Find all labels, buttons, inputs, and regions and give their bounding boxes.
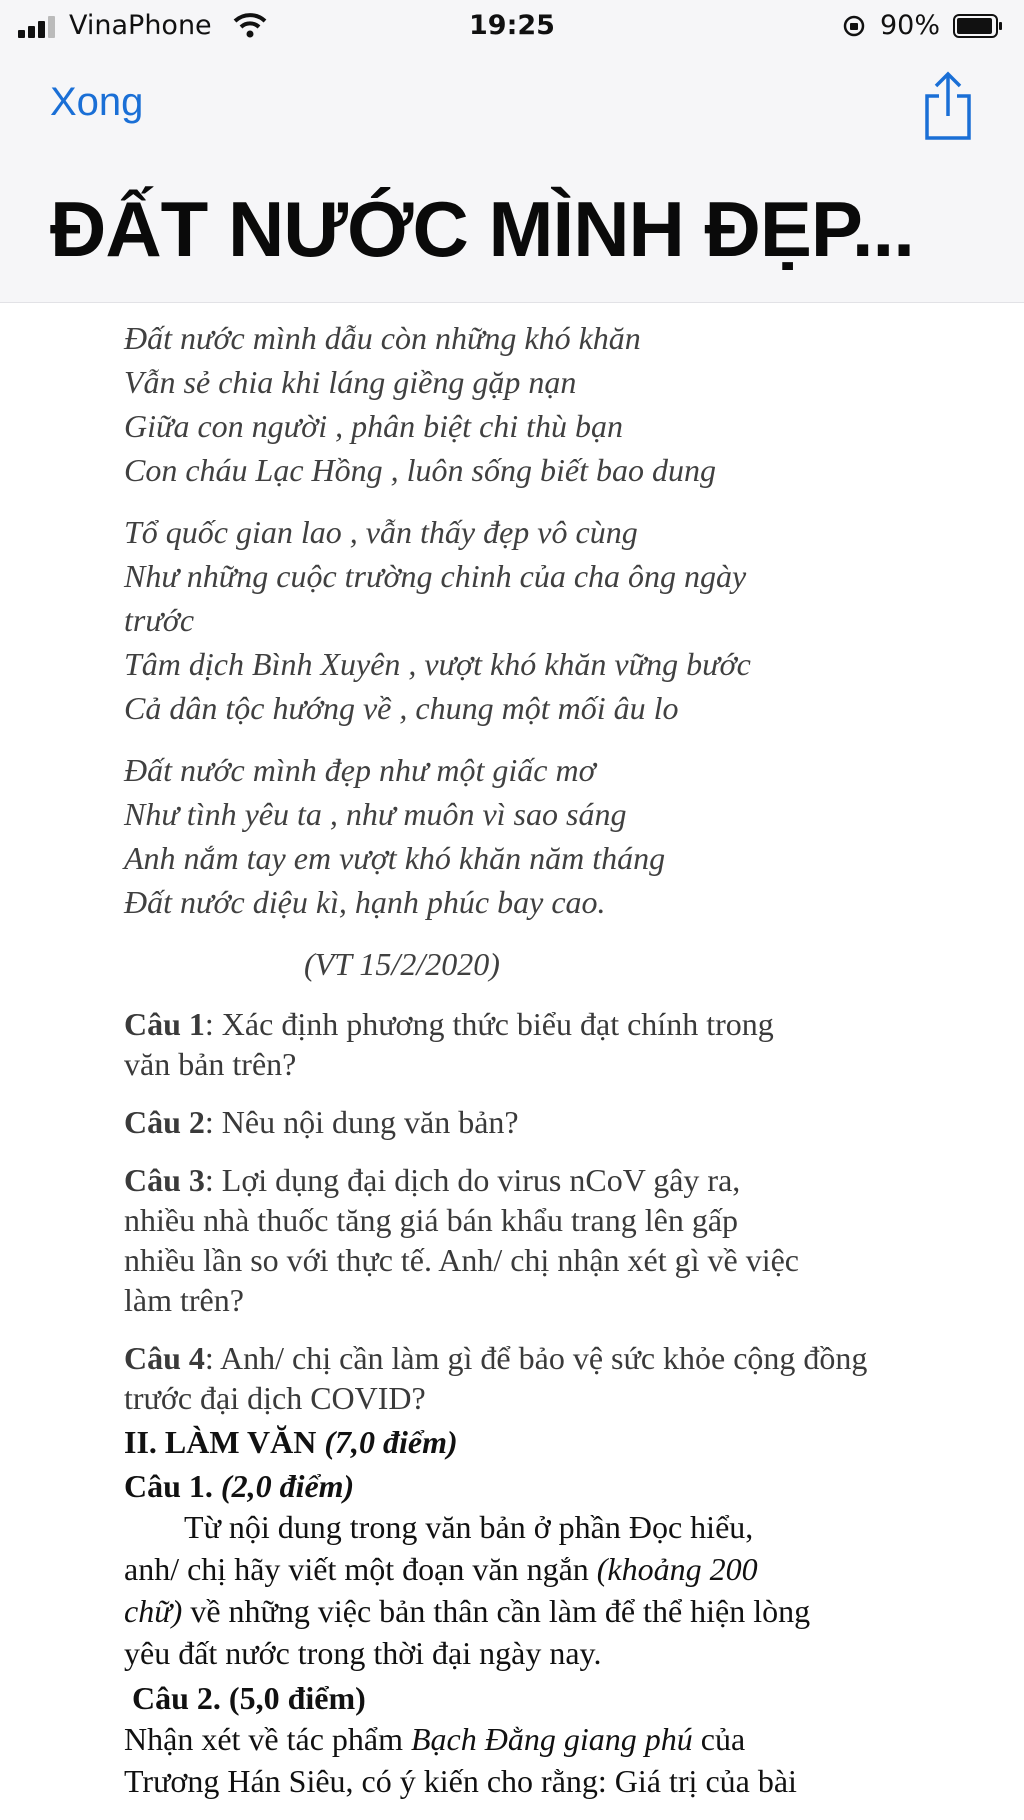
poem-line: Đất nước mình dẫu còn những khó khăn xyxy=(124,320,641,356)
para-line xyxy=(124,1718,1004,1760)
cau2-heading: Câu 2. (5,0 điểm) xyxy=(132,1680,366,1716)
para-line xyxy=(124,1548,1004,1590)
question-text: : Lợi dụng đại dịch do virus nCoV gây ra, xyxy=(204,1162,741,1198)
para-text: của xyxy=(692,1721,746,1757)
para-line: Trương Hán Siêu, có ý kiến cho rằng: Giá trị của bài xyxy=(124,1763,797,1799)
poem-line: Cả dân tộc hướng về , chung một mối âu lo xyxy=(124,690,679,726)
poem-line: Như tình yêu ta , như muôn vì sao sáng xyxy=(124,796,627,832)
cau2-paragraph xyxy=(124,1718,1004,1802)
cau1-heading xyxy=(124,1466,1004,1506)
status-time: 19:25 xyxy=(469,10,555,41)
share-icon[interactable] xyxy=(922,70,974,142)
para-italic: Bạch Đằng giang phú xyxy=(411,1721,693,1757)
question-text: : Nêu nội dung văn bản? xyxy=(204,1104,519,1140)
question-text: văn bản trên? xyxy=(124,1046,297,1082)
question-3 xyxy=(124,1160,1004,1320)
poem-stanza xyxy=(124,510,1004,730)
question-text: làm trên? xyxy=(124,1282,244,1318)
section-heading xyxy=(124,1422,1004,1462)
question-label: Câu 3 xyxy=(124,1162,205,1198)
question-label: Câu 1 xyxy=(124,1006,205,1042)
question-text: : Anh/ chị cần làm gì để bảo vệ sức khỏe cộng đồng xyxy=(204,1340,868,1376)
para-text: Nhận xét về tác phẩm xyxy=(124,1721,411,1757)
poem-line: Tổ quốc gian lao , vẫn thấy đẹp vô cùng xyxy=(124,514,638,550)
cau1-paragraph xyxy=(124,1506,1004,1674)
cau1-label: Câu 1. xyxy=(124,1468,213,1504)
poem-line: Giữa con người , phân biệt chi thù bạn xyxy=(124,408,624,444)
poem-line: Con cháu Lạc Hồng , luôn sống biết bao dung xyxy=(124,452,716,488)
question-2 xyxy=(124,1102,1004,1142)
poem-line: Như những cuộc trường chinh của cha ông ngày xyxy=(124,558,747,594)
para-text: về những việc bản thân cần làm để thể hiện lòng xyxy=(182,1593,811,1629)
done-button[interactable]: Xong xyxy=(50,80,144,124)
poem-line: Đất nước mình đẹp như một giấc mơ xyxy=(124,752,596,788)
para-italic: chữ) xyxy=(124,1593,183,1629)
orientation-lock-icon xyxy=(842,14,866,38)
section-points: (7,0 điểm) xyxy=(324,1424,458,1460)
carrier-name: VinaPhone xyxy=(69,10,212,41)
question-text: nhiều nhà thuốc tăng giá bán khẩu trang lên gấp xyxy=(124,1202,739,1238)
battery-icon xyxy=(953,14,1003,38)
poem-line: Tâm dịch Bình Xuyên , vượt khó khăn vững bước xyxy=(124,646,751,682)
page-title: ĐẤT NƯỚC MÌNH ĐẸP... xyxy=(50,185,914,273)
question-text: : Xác định phương thức biểu đạt chính trong xyxy=(204,1006,774,1042)
status-bar xyxy=(0,0,1024,54)
para-italic: (khoảng 200 xyxy=(596,1551,758,1587)
poem-line: Anh nắm tay em vượt khó khăn năm tháng xyxy=(124,840,666,876)
question-text: trước đại dịch COVID? xyxy=(124,1380,426,1416)
cau1-points: (2,0 điểm) xyxy=(220,1468,355,1504)
para-line xyxy=(124,1590,1004,1632)
document-content xyxy=(124,316,1004,1802)
poem-stanza xyxy=(124,748,1004,924)
poem-line: trước xyxy=(124,602,195,638)
question-label: Câu 2 xyxy=(124,1104,205,1140)
poem-date: (VT 15/2/2020) xyxy=(304,946,500,982)
battery-percent: 90% xyxy=(880,10,941,41)
question-1 xyxy=(124,1004,1004,1084)
poem-line: Vẫn sẻ chia khi láng giềng gặp nạn xyxy=(124,364,577,400)
poem-stanza xyxy=(124,316,1004,492)
para-text: anh/ chị hãy viết một đoạn văn ngắn xyxy=(124,1551,597,1587)
question-text: nhiều lần so với thực tế. Anh/ chị nhận xét gì về việc xyxy=(124,1242,799,1278)
para-line: yêu đất nước trong thời đại ngày nay. xyxy=(124,1635,602,1671)
question-4 xyxy=(124,1338,1004,1418)
document-view[interactable] xyxy=(0,302,1024,1820)
section-title: II. LÀM VĂN xyxy=(124,1424,317,1460)
nav-header xyxy=(0,0,1024,303)
para-line: Từ nội dung trong văn bản ở phần Đọc hiểu, xyxy=(184,1509,754,1545)
poem-line: Đất nước diệu kì, hạnh phúc bay cao. xyxy=(124,884,606,920)
question-label: Câu 4 xyxy=(124,1340,205,1376)
